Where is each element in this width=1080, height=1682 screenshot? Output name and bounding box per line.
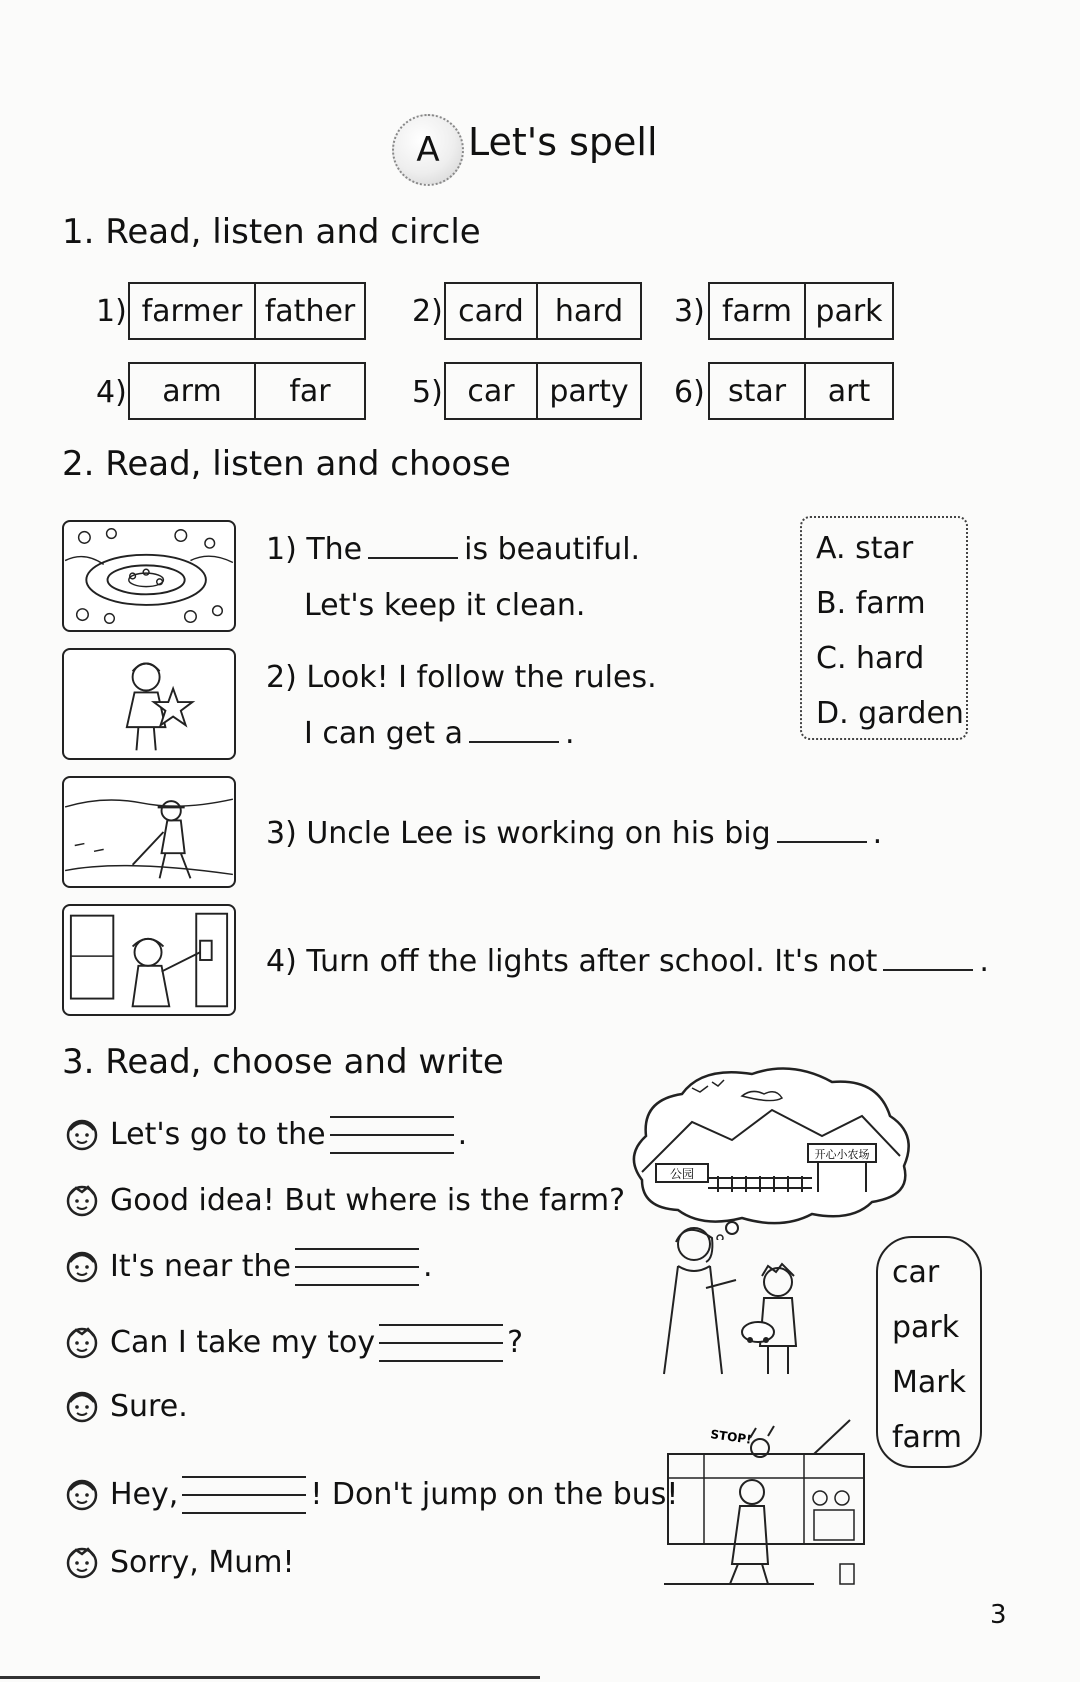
garden-illustration [64,522,234,630]
mum-face-icon [62,1246,102,1286]
option-c[interactable]: C. hard [816,641,925,676]
word-bank-item: park [892,1310,960,1345]
item-3-number: 3) [674,294,705,329]
dialogue-line-1-end: . [457,1116,468,1152]
unit-badge [392,114,464,186]
item-5-number: 5) [412,375,443,410]
word-option[interactable]: far [254,364,364,418]
dialogue-line-6-end: ! Don't jump on the bus! [310,1476,679,1512]
word-pair-4 [128,362,366,420]
question-2-end: . [565,716,575,751]
word-option[interactable]: car [467,373,515,409]
stop-sign-text: STOP! [709,1427,753,1447]
answer-blank[interactable] [295,1246,419,1286]
word-pair-5 [444,362,642,420]
word-option[interactable]: father [254,284,364,338]
garden-picture [62,520,236,632]
park-sign-text: 公园 [669,1167,695,1181]
farm-sign-text: 开心小农场 [814,1148,870,1161]
dialogue-line-3-start: It's near the [110,1248,291,1284]
word-bank-item: farm [892,1420,962,1455]
word-option[interactable]: card [458,293,524,329]
question-1 [266,532,640,567]
word-option[interactable]: farmer [141,293,243,329]
dialogue-line-1 [62,1114,467,1154]
question-3-start: 3) Uncle Lee is working on his big [266,816,771,851]
dialogue-line-5 [62,1386,188,1426]
word-option[interactable]: park [804,284,892,338]
answer-blank[interactable] [182,1474,306,1514]
page-number: 3 [990,1600,1007,1630]
thought-bubble-illustration [622,1060,918,1240]
bus-illustration [664,1414,874,1590]
word-bank-item: car [892,1255,940,1290]
section-3-title: 3. Read, choose and write [62,1042,504,1082]
dialogue-line-6-start: Hey, [110,1476,179,1512]
farmer-picture [62,776,236,888]
dialogue-line-2 [62,1180,625,1220]
page-title: Let's spell [468,120,658,164]
girl-star-picture [62,648,236,760]
word-pair-2 [444,282,642,340]
item-4-number: 4) [96,375,127,410]
answer-options-box [800,516,968,740]
word-bank-item: Mark [892,1365,966,1400]
question-4 [266,944,989,979]
mum-face-icon [62,1114,102,1154]
light-switch-picture [62,904,236,1016]
answer-blank[interactable] [379,1322,503,1362]
boy-face-icon [62,1542,102,1582]
section-2-title: 2. Read, listen and choose [62,444,511,484]
word-option[interactable]: farm [722,293,792,329]
girl-light-switch-illustration [64,906,234,1014]
boy-face-icon [62,1180,102,1220]
question-1-line-2: Let's keep it clean. [304,588,586,623]
question-1-start: 1) The [266,532,363,567]
question-2-line-2 [304,716,575,751]
word-pair-1 [128,282,366,340]
dialogue-line-4-end: ? [507,1324,524,1360]
option-a[interactable]: A. star [816,531,914,566]
word-option[interactable]: star [727,373,787,409]
option-b[interactable]: B. farm [816,586,926,621]
word-pair-3 [708,282,894,340]
dialogue-line-2-text: Good idea! But where is the farm? [110,1182,626,1218]
girl-with-star-illustration [64,650,234,758]
word-option[interactable]: hard [536,284,640,338]
mum-and-boy-illustration [656,1218,826,1378]
word-pair-6 [708,362,894,420]
question-4-start: 4) Turn off the lights after school. It's not [266,944,878,979]
dialogue-line-3 [62,1246,433,1286]
answer-blank[interactable] [330,1114,454,1154]
dialogue-line-7-text: Sorry, Mum! [110,1544,295,1580]
item-6-number: 6) [674,375,705,410]
word-option[interactable]: party [536,364,640,418]
boy-face-icon [62,1322,102,1362]
dialogue-line-3-end: . [422,1248,433,1284]
dialogue-line-6 [62,1474,678,1514]
answer-blank[interactable] [777,817,867,843]
dialogue-line-4-start: Can I take my toy [110,1324,376,1360]
word-bank [876,1236,982,1468]
mum-face-icon [62,1386,102,1426]
page-bottom-rule [0,1676,540,1679]
dialogue-line-5-text: Sure. [110,1388,188,1424]
badge-letter: A [416,130,440,170]
question-2-line-1: 2) Look! I follow the rules. [266,660,657,695]
question-1-end: is beautiful. [464,532,641,567]
question-2-start: I can get a [304,716,463,751]
answer-blank[interactable] [368,533,458,559]
question-4-end: . [979,944,989,979]
answer-blank[interactable] [469,717,559,743]
word-option[interactable]: arm [162,373,222,409]
option-d[interactable]: D. garden [816,696,964,731]
mum-face-icon [62,1474,102,1514]
item-1-number: 1) [96,294,127,329]
farmer-working-illustration [64,778,234,886]
dialogue-line-1-start: Let's go to the [110,1116,326,1152]
section-1-title: 1. Read, listen and circle [62,212,481,252]
question-3-end: . [872,816,883,851]
word-option[interactable]: art [804,364,892,418]
question-3 [266,816,882,851]
item-2-number: 2) [412,294,443,329]
dialogue-line-7 [62,1542,295,1582]
answer-blank[interactable] [883,945,973,971]
dialogue-line-4 [62,1322,523,1362]
